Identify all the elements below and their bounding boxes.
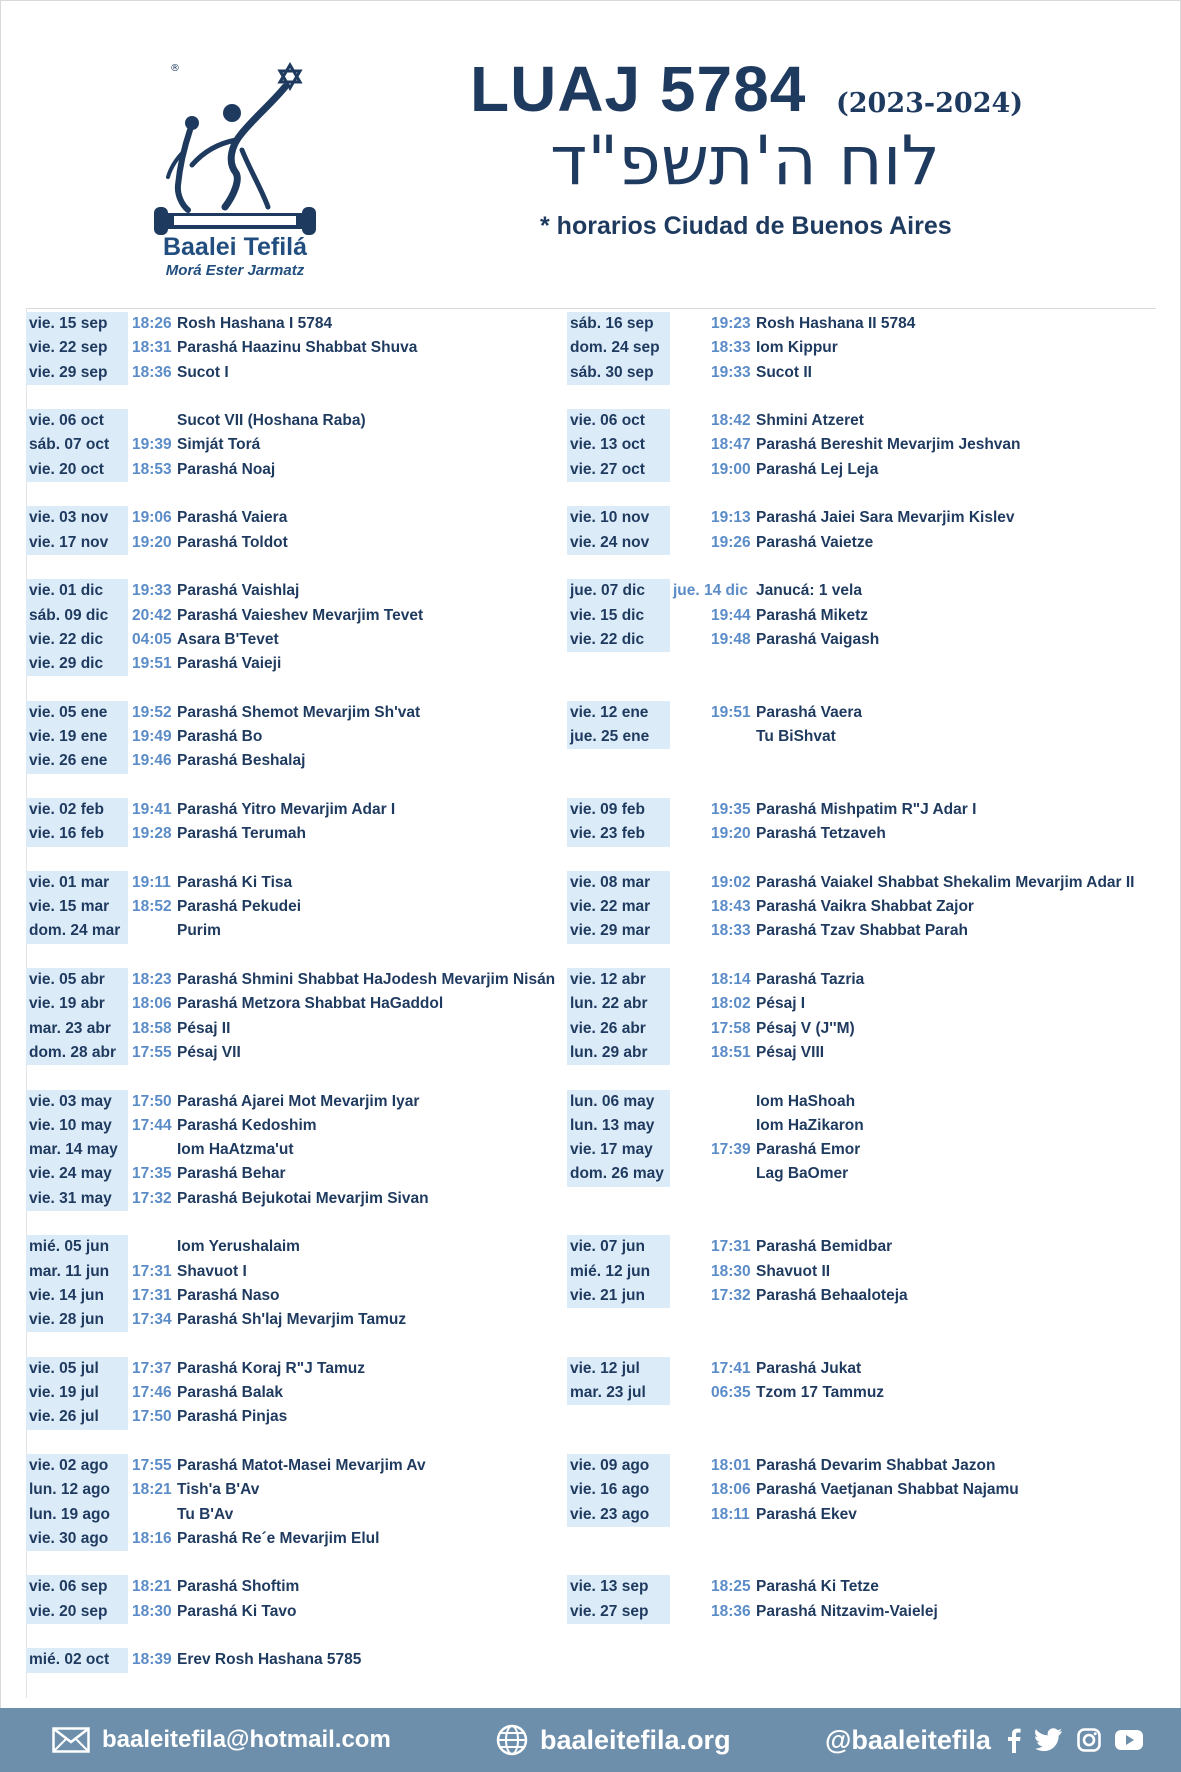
youtube-icon[interactable] — [1115, 1730, 1143, 1750]
row-time: 17:32 — [132, 1189, 172, 1207]
row-time: 18:52 — [132, 898, 172, 916]
row-date: vie. 26 abr — [567, 1017, 670, 1041]
row-time: 17:55 — [132, 1043, 172, 1061]
row-event: Iom HaAtzma'ut — [177, 1141, 294, 1159]
row-date: vie. 17 may — [567, 1138, 670, 1162]
row-event: Parashá Re´e Mevarjim Elul — [177, 1529, 380, 1547]
row-time: 18:26 — [132, 315, 172, 332]
row-date: vie. 22 dic — [26, 628, 128, 652]
table-top-border — [26, 308, 1156, 309]
row-event: Parashá Ki Tavo — [177, 1602, 297, 1620]
row-date: vie. 29 dic — [26, 652, 128, 676]
row-time: 19:48 — [711, 630, 751, 648]
row-date: vie. 30 ago — [26, 1527, 128, 1551]
row-time: 04:05 — [132, 630, 172, 648]
row-event: Parashá Noaj — [177, 460, 276, 478]
row-time: 18:01 — [711, 1456, 751, 1474]
row-time: 18:14 — [711, 971, 751, 989]
row-date: mié. 02 oct — [26, 1648, 128, 1672]
row-time: 18:23 — [132, 971, 172, 989]
row-event: Parashá Ki Tetze — [756, 1578, 879, 1596]
row-date: vie. 15 dic — [567, 604, 670, 628]
row-time: 19:46 — [132, 752, 172, 770]
row-event: Parashá Vaikra Shabbat Zajor — [756, 898, 974, 916]
row-event: Rosh Hashana I 5784 — [177, 315, 333, 332]
row-date: vie. 23 feb — [567, 822, 670, 846]
row-time: 19:06 — [132, 509, 172, 527]
row-time: 18:11 — [711, 1505, 750, 1523]
row-time: 18:36 — [711, 1602, 751, 1620]
row-time: 18:47 — [711, 436, 751, 454]
row-time: 18:39 — [132, 1651, 172, 1669]
row-date: vie. 19 jul — [26, 1381, 128, 1405]
row-date: dom. 28 abr — [26, 1041, 128, 1065]
row-event: Tish'a B'Av — [177, 1481, 260, 1499]
row-event: Parashá Behar — [177, 1165, 286, 1183]
row-date: vie. 22 mar — [567, 895, 670, 919]
row-event: Parashá Shoftim — [177, 1578, 300, 1596]
row-date: vie. 15 mar — [26, 895, 128, 919]
row-time: 19:49 — [132, 728, 172, 746]
row-time: 18:06 — [132, 995, 172, 1013]
row-time: 19:39 — [132, 436, 172, 454]
row-event: Sucot I — [177, 363, 229, 381]
row-time: 17:39 — [711, 1141, 751, 1159]
row-time: 17:31 — [132, 1262, 172, 1280]
row-time: 17:35 — [132, 1165, 172, 1183]
row-event: Pésaj VIII — [756, 1043, 825, 1061]
row-date: vie. 21 jun — [567, 1284, 670, 1308]
row-date: vie. 01 mar — [26, 871, 128, 895]
row-time: 19:23 — [711, 315, 751, 332]
row-event: Parashá Emor — [756, 1141, 861, 1159]
row-time: 18:58 — [132, 1019, 172, 1037]
row-date: mar. 11 jun — [26, 1260, 128, 1284]
row-event: Parashá Jaiei Sara Mevarjim Kislev — [756, 509, 1015, 527]
row-time: 20:42 — [132, 606, 172, 624]
row-time: 18:53 — [132, 460, 172, 478]
row-event: Parashá Vaieshev Mevarjim Tevet — [177, 606, 424, 624]
row-event: Parashá Toldot — [177, 533, 288, 551]
row-event: Parashá Terumah — [177, 825, 306, 843]
row-time: 18:30 — [711, 1262, 751, 1280]
row-time: 17:31 — [711, 1238, 751, 1256]
row-event: Parashá Vaishlaj — [177, 582, 300, 600]
row-event: Tu B'Av — [177, 1505, 234, 1523]
facebook-icon[interactable] — [1005, 1727, 1021, 1753]
row-time: 19:51 — [711, 703, 751, 721]
row-time: 18:36 — [132, 363, 172, 381]
row-event: Parashá Ajarei Mot Mevarjim Iyar — [177, 1092, 420, 1110]
row-date: vie. 05 abr — [26, 968, 128, 992]
row-date: dom. 26 may — [567, 1162, 670, 1186]
row-event: Iom Yerushalaim — [177, 1238, 300, 1256]
row-date: mié. 05 jun — [26, 1235, 128, 1259]
row-date: vie. 07 jun — [567, 1235, 670, 1259]
row-date: vie. 29 mar — [567, 919, 670, 943]
row-time: 18:21 — [132, 1481, 172, 1499]
row-event: Parashá Vaigash — [756, 630, 880, 648]
row-event: Parashá Ki Tisa — [177, 873, 293, 891]
row-event: Parashá Bereshit Mevarjim Jeshvan — [756, 436, 1021, 454]
row-event: Parashá Sh'laj Mevarjim Tamuz — [177, 1311, 407, 1329]
row-date: vie. 01 dic — [26, 579, 128, 603]
globe-icon — [496, 1724, 528, 1756]
row-date: vie. 31 may — [26, 1187, 128, 1211]
row-date: jue. 07 dic — [567, 579, 670, 603]
row-time: 17:37 — [132, 1359, 172, 1377]
row-time: 18:33 — [711, 922, 751, 940]
row-event: Parashá Miketz — [756, 606, 868, 624]
row-event: Iom Kippur — [756, 339, 838, 357]
row-date: vie. 03 may — [26, 1090, 128, 1114]
row-time: 18:33 — [711, 339, 751, 357]
row-date: vie. 22 sep — [26, 336, 128, 360]
row-date: vie. 12 ene — [567, 701, 670, 725]
subtitle: * horarios Ciudad de Buenos Aires — [540, 212, 952, 240]
row-event: Parashá Metzora Shabbat HaGaddol — [177, 995, 444, 1013]
row-event: Simját Torá — [177, 436, 261, 454]
row-date: vie. 09 feb — [567, 798, 670, 822]
row-date: vie. 27 oct — [567, 458, 670, 482]
row-event: Asara B'Tevet — [177, 630, 279, 648]
row-date: lun. 13 may — [567, 1114, 670, 1138]
row-time: 17:32 — [711, 1286, 751, 1304]
row-date: dom. 24 mar — [26, 919, 128, 943]
row-time: 19:11 — [132, 873, 171, 891]
footer-bar — [0, 1708, 1181, 1772]
row-event: Parashá Balak — [177, 1384, 283, 1402]
row-event: Parashá Pekudei — [177, 898, 302, 916]
row-event: Parashá Tzav Shabbat Parah — [756, 922, 968, 940]
row-date: mar. 23 jul — [567, 1381, 670, 1405]
row-event: Parashá Kedoshim — [177, 1116, 317, 1134]
mail-icon — [52, 1727, 90, 1753]
row-event: Parashá Naso — [177, 1286, 280, 1304]
row-event: Shavuot I — [177, 1262, 247, 1280]
row-date: vie. 14 jun — [26, 1284, 128, 1308]
title-years: (2023-2024) — [836, 88, 1024, 119]
twitter-icon[interactable] — [1035, 1728, 1063, 1752]
row-event: Parashá Pinjas — [177, 1408, 288, 1426]
row-event: Parashá Vaietze — [756, 533, 874, 551]
row-time: 17:50 — [132, 1092, 172, 1110]
row-time: 19:13 — [711, 509, 751, 527]
row-date: vie. 27 sep — [567, 1600, 670, 1624]
row-date: vie. 13 oct — [567, 433, 670, 457]
row-date: vie. 13 sep — [567, 1575, 670, 1599]
star-of-david-dancer-torah-scroll-logo — [150, 55, 320, 235]
row-event: Parashá Koraj R"J Tamuz — [177, 1359, 365, 1377]
row-event: Parashá Shemot Mevarjim Sh'vat — [177, 703, 421, 721]
row-date: vie. 02 ago — [26, 1454, 128, 1478]
row-event: Parashá Beshalaj — [177, 752, 306, 770]
row-event: Pésaj I — [756, 995, 806, 1013]
row-time: 18:42 — [711, 412, 751, 430]
row-time: 19:26 — [711, 533, 751, 551]
row-date: vie. 10 may — [26, 1114, 128, 1138]
row-time: 19:02 — [711, 873, 751, 891]
row-time: 18:25 — [711, 1578, 751, 1596]
row-time: 18:30 — [132, 1602, 172, 1620]
row-date: vie. 09 ago — [567, 1454, 670, 1478]
row-event: Parashá Vaetjanan Shabbat Najamu — [756, 1481, 1019, 1499]
row-date: vie. 06 oct — [26, 409, 128, 433]
row-time: 18:21 — [132, 1578, 172, 1596]
row-event: Pésaj II — [177, 1019, 231, 1037]
row-event: Janucá: 1 vela — [756, 582, 862, 600]
row-date: vie. 02 feb — [26, 798, 128, 822]
row-event: Parashá Vaieji — [177, 655, 282, 673]
row-event: Parashá Devarim Shabbat Jazon — [756, 1456, 996, 1474]
row-date: vie. 22 dic — [567, 628, 670, 652]
row-time: 19:33 — [711, 363, 751, 381]
row-event: Parashá Behaaloteja — [756, 1286, 908, 1304]
hebrew-title: לוח ה'תשפ"ד — [549, 122, 941, 201]
row-event: Sucot VII (Hoshana Raba) — [177, 412, 366, 430]
row-date: lun. 12 ago — [26, 1478, 128, 1502]
row-time: 18:43 — [711, 898, 751, 916]
row-date: vie. 16 feb — [26, 822, 128, 846]
row-date: vie. 29 sep — [26, 361, 128, 385]
registered-mark: ® — [170, 63, 180, 74]
row-time: jue. 14 dic — [673, 582, 748, 600]
row-time: 19:28 — [132, 825, 172, 843]
row-time: 17:41 — [711, 1359, 751, 1377]
row-event: Shmini Atzeret — [756, 412, 864, 430]
logo — [150, 55, 320, 285]
row-time: 18:31 — [132, 339, 172, 357]
row-event: Erev Rosh Hashana 5785 — [177, 1651, 362, 1669]
row-date: vie. 19 ene — [26, 725, 128, 749]
row-time: 19:00 — [711, 460, 751, 478]
row-event: Parashá Vaiera — [177, 509, 288, 527]
row-date: vie. 26 jul — [26, 1405, 128, 1429]
logo-name: Baalei Tefilá — [162, 233, 308, 261]
row-time: 19:20 — [711, 825, 751, 843]
row-date: mar. 14 may — [26, 1138, 128, 1162]
row-event: Purim — [177, 922, 221, 940]
row-date: vie. 12 abr — [567, 968, 670, 992]
row-event: Parashá Tazria — [756, 971, 865, 989]
footer-website-text: baaleitefila.org — [540, 1724, 731, 1755]
row-date: vie. 26 ene — [26, 749, 128, 773]
row-event: Parashá Nitzavim-Vaielej — [756, 1602, 938, 1620]
row-event: Parashá Vaiakel Shabbat Shekalim Mevarjim Adar II — [756, 873, 1135, 891]
row-date: vie. 20 oct — [26, 458, 128, 482]
row-event: Parashá Bemidbar — [756, 1238, 893, 1256]
row-event: Parashá Bo — [177, 728, 263, 746]
row-date: sáb. 07 oct — [26, 433, 128, 457]
footer-website[interactable] — [496, 1708, 731, 1772]
row-time: 18:02 — [711, 995, 751, 1013]
row-event: Shavuot II — [756, 1262, 831, 1280]
row-time: 19:41 — [132, 800, 172, 818]
row-date: vie. 10 nov — [567, 506, 670, 530]
row-time: 19:33 — [132, 582, 172, 600]
row-event: Lag BaOmer — [756, 1165, 849, 1183]
row-date: vie. 19 abr — [26, 992, 128, 1016]
row-date: lun. 29 abr — [567, 1041, 670, 1065]
row-date: vie. 16 ago — [567, 1478, 670, 1502]
row-time: 19:20 — [132, 533, 172, 551]
row-event: Parashá Vaera — [756, 703, 863, 721]
row-date: vie. 24 may — [26, 1162, 128, 1186]
row-date: mar. 23 abr — [26, 1017, 128, 1041]
row-date: vie. 08 mar — [567, 871, 670, 895]
footer-social-handle: @baaleitefila — [825, 1724, 991, 1755]
row-event: Parashá Matot-Masei Mevarjim Av — [177, 1456, 426, 1474]
row-event: Iom HaShoah — [756, 1092, 856, 1110]
row-date: sáb. 16 sep — [567, 312, 670, 336]
row-time: 17:55 — [132, 1456, 172, 1474]
row-date: lun. 19 ago — [26, 1503, 128, 1527]
row-date: lun. 06 may — [567, 1090, 670, 1114]
row-event: Parashá Bejukotai Mevarjim Sivan — [177, 1189, 429, 1207]
row-date: vie. 06 sep — [26, 1575, 128, 1599]
row-event: Parashá Shmini Shabbat HaJodesh Mevarjim Nisán — [177, 971, 556, 989]
row-date: sáb. 09 dic — [26, 604, 128, 628]
row-time: 17:31 — [132, 1286, 172, 1304]
row-date: vie. 12 jul — [567, 1357, 670, 1381]
row-date: vie. 15 sep — [26, 312, 128, 336]
row-time: 17:58 — [711, 1019, 751, 1037]
page-title: LUAJ 5784 — [470, 53, 807, 125]
row-time: 18:16 — [132, 1529, 172, 1547]
row-date: mié. 12 jun — [567, 1260, 670, 1284]
row-event: Sucot II — [756, 363, 812, 381]
row-time: 19:51 — [132, 655, 172, 673]
row-date: vie. 03 nov — [26, 506, 128, 530]
row-date: vie. 24 nov — [567, 531, 670, 555]
row-time: 06:35 — [711, 1384, 751, 1402]
footer-social — [825, 1708, 1143, 1772]
row-event: Tzom 17 Tammuz — [756, 1384, 885, 1402]
row-event: Parashá Yitro Mevarjim Adar I — [177, 800, 396, 818]
row-time: 17:46 — [132, 1384, 172, 1402]
row-time: 18:51 — [711, 1043, 751, 1061]
row-event: Tu BiShvat — [756, 728, 836, 746]
row-event: Parashá Tetzaveh — [756, 825, 886, 843]
row-date: vie. 06 oct — [567, 409, 670, 433]
row-event: Parashá Lej Leja — [756, 460, 879, 478]
footer-email[interactable] — [52, 1708, 391, 1772]
row-date: jue. 25 ene — [567, 725, 670, 749]
row-time: 18:06 — [711, 1481, 751, 1499]
row-time: 19:44 — [711, 606, 751, 624]
row-date: vie. 20 sep — [26, 1600, 128, 1624]
row-event: Rosh Hashana II 5784 — [756, 315, 916, 332]
row-event: Parashá Ekev — [756, 1505, 857, 1523]
row-event: Pésaj VII — [177, 1043, 241, 1061]
row-date: dom. 24 sep — [567, 336, 670, 360]
instagram-icon[interactable] — [1077, 1728, 1101, 1752]
row-time: 19:35 — [711, 800, 751, 818]
logo-subname: Morá Ester Jarmatz — [165, 262, 305, 279]
row-event: Parashá Mishpatim R"J Adar I — [756, 800, 977, 818]
row-time: 17:34 — [132, 1311, 172, 1329]
row-event: Parashá Haazinu Shabbat Shuva — [177, 339, 418, 357]
row-time: 19:52 — [132, 703, 172, 721]
row-event: Pésaj V (J''M) — [756, 1019, 855, 1037]
row-date: vie. 05 jul — [26, 1357, 128, 1381]
row-time: 17:44 — [132, 1116, 172, 1134]
row-time: 17:50 — [132, 1408, 172, 1426]
row-date: vie. 28 jun — [26, 1308, 128, 1332]
row-date: vie. 17 nov — [26, 531, 128, 555]
row-event: Iom HaZikaron — [756, 1116, 864, 1134]
row-event: Parashá Jukat — [756, 1359, 862, 1377]
row-date: lun. 22 abr — [567, 992, 670, 1016]
footer-email-text: baaleitefila@hotmail.com — [102, 1726, 391, 1753]
row-date: vie. 23 ago — [567, 1503, 670, 1527]
row-date: vie. 05 ene — [26, 701, 128, 725]
row-date: sáb. 30 sep — [567, 361, 670, 385]
